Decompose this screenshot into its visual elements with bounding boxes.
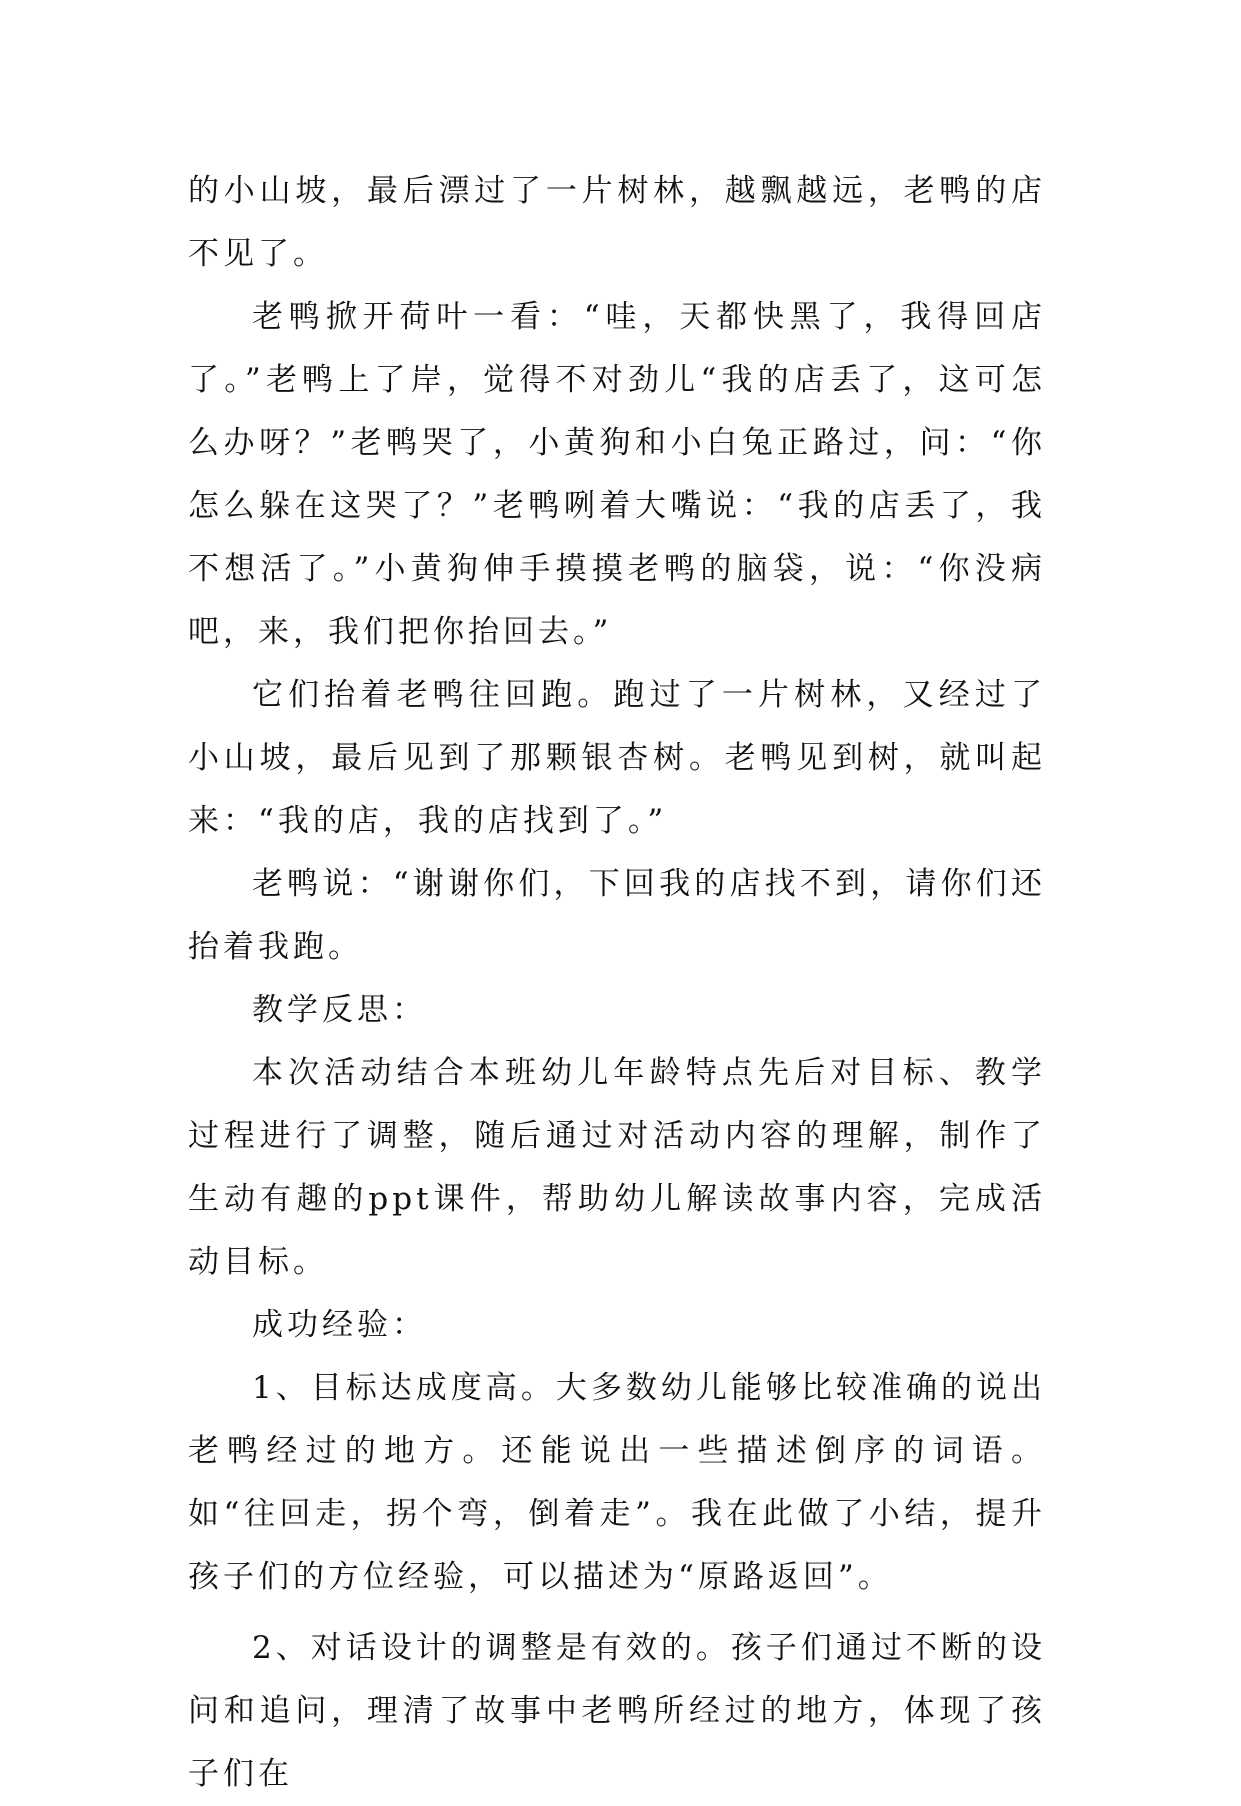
heading-teaching-reflection: 教学反思： xyxy=(252,992,427,1028)
heading-success-experience: 成功经验： xyxy=(252,1307,427,1343)
paragraph-duck-lost-shop: 老鸭掀开荷叶一看：“哇，天都快黑了，我得回店了。”老鸭上了岸，觉得不对劲儿“我的店丢了，这可怎么办呀？”老鸭哭了，小黄狗和小白兔正路过，问：“你怎么躲在这哭了？”老鸭咧着大嘴说：“我的店丢了，我不想活了。”小黄狗伸手摸摸老鸭的脑袋，说：“你没病吧，来，我们把你抬回去。” xyxy=(188,299,1046,650)
paragraph-story-end: 的小山坡，最后漂过了一片树林，越飘越远，老鸭的店不见了。 xyxy=(188,173,1046,272)
paragraph-point-1: 1、目标达成度高。大多数幼儿能够比较准确的说出老鸭经过的地方。还能说出一些描述倒序的词语。如“往回走，拐个弯，倒着走”。我在此做了小结，提升孩子们的方位经验，可以描述为“原路返回”。 xyxy=(188,1370,1046,1595)
document-page xyxy=(188,160,1046,1806)
paragraph-reflection-summary: 本次活动结合本班幼儿年龄特点先后对目标、教学过程进行了调整，随后通过对活动内容的理解，制作了生动有趣的ppt课件，帮助幼儿解读故事内容，完成活动目标。 xyxy=(188,1055,1046,1280)
paragraph-point-2: 2、对话设计的调整是有效的。孩子们通过不断的设问和追问，理清了故事中老鸭所经过的地方，体现了孩子们在 xyxy=(188,1630,1046,1792)
paragraph-duck-thanks: 老鸭说：“谢谢你们，下回我的店找不到，请你们还抬着我跑。 xyxy=(188,866,1046,965)
paragraph-carry-duck-back: 它们抬着老鸭往回跑。跑过了一片树林，又经过了小山坡，最后见到了那颗银杏树。老鸭见到树，就叫起来：“我的店，我的店找到了。” xyxy=(188,677,1046,839)
